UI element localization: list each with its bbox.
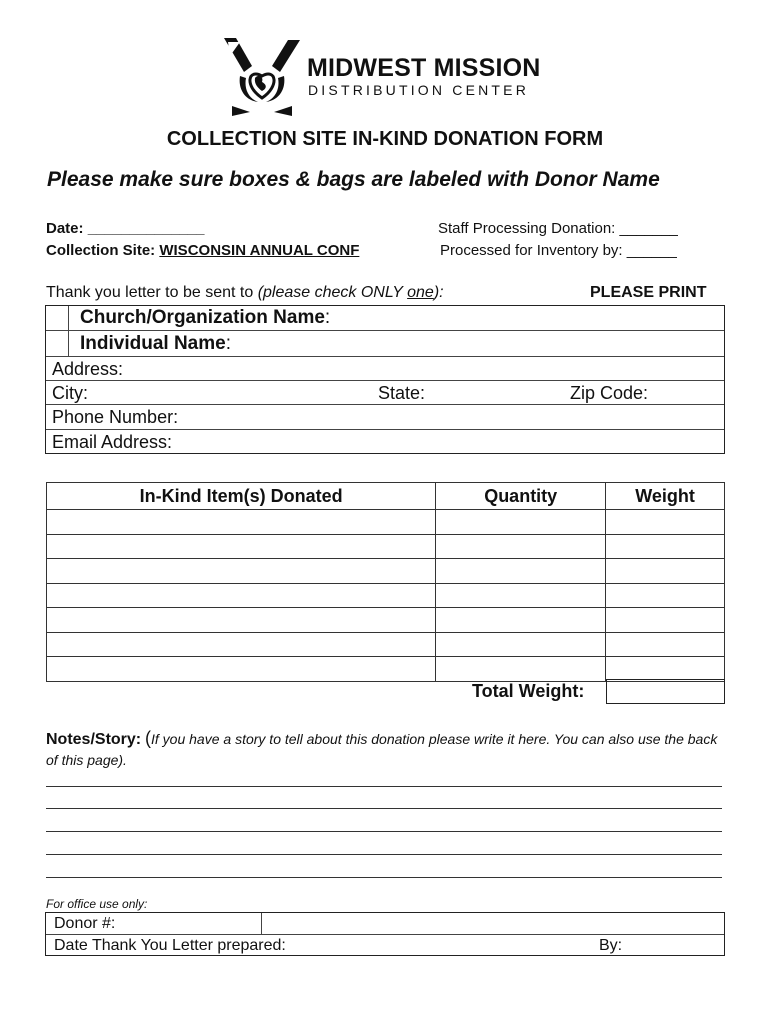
thank-you-lead: Thank you letter to be sent to <box>46 284 254 301</box>
thank-you-paren-open: (please check ONLY <box>257 284 408 301</box>
thank-you-instruction <box>46 284 444 302</box>
quantity-cell[interactable] <box>436 559 606 584</box>
item-cell[interactable] <box>47 534 436 559</box>
item-cell[interactable] <box>47 559 436 584</box>
address-label: Address: <box>52 359 124 379</box>
collection-site-value: WISCONSIN ANNUAL CONF <box>159 242 360 259</box>
table-row <box>47 559 725 584</box>
notes-lead: Notes/Story: <box>46 731 142 748</box>
individual-row[interactable] <box>46 331 724 357</box>
please-print-note: PLEASE PRINT <box>590 284 707 301</box>
quantity-cell[interactable] <box>436 510 606 535</box>
logo <box>222 36 552 118</box>
weight-cell[interactable] <box>606 559 725 584</box>
thank-you-one: one <box>407 284 434 301</box>
notes-instructions <box>46 728 726 770</box>
individual-colon: : <box>225 333 231 354</box>
total-weight-field[interactable] <box>606 679 725 704</box>
date-label: Date: <box>46 220 84 237</box>
items-header-weight: Weight <box>606 483 725 510</box>
weight-cell[interactable] <box>606 583 725 608</box>
table-row <box>47 510 725 535</box>
quantity-cell[interactable] <box>436 608 606 633</box>
table-row <box>47 534 725 559</box>
table-row <box>47 657 725 682</box>
table-row <box>47 608 725 633</box>
form-subtitle: Please make sure boxes & bags are labeled with Donor Name <box>47 168 660 191</box>
notes-paren: ( <box>145 728 152 748</box>
church-colon: : <box>324 307 331 328</box>
form-title: COLLECTION SITE IN-KIND DONATION FORM <box>166 128 604 150</box>
notes-line[interactable] <box>46 877 722 878</box>
letter-date-label: Date Thank You Letter prepared: <box>54 937 286 954</box>
church-row[interactable] <box>46 306 724 331</box>
weight-cell[interactable] <box>606 657 725 682</box>
weight-cell[interactable] <box>606 608 725 633</box>
donor-number-row[interactable] <box>46 913 724 935</box>
item-cell[interactable] <box>47 608 436 633</box>
notes-text: If you have a story to tell about this donation please write it here. You can also use the back of this page). <box>46 731 718 768</box>
quantity-cell[interactable] <box>436 583 606 608</box>
office-use-box <box>45 912 725 956</box>
weight-cell[interactable] <box>606 534 725 559</box>
table-row <box>47 583 725 608</box>
checkbox-divider <box>68 306 69 357</box>
collection-site-label: Collection Site: <box>46 242 156 259</box>
city-row[interactable] <box>46 381 724 405</box>
notes-line[interactable] <box>46 854 722 855</box>
donor-number-label: Donor #: <box>54 915 116 932</box>
notes-line[interactable] <box>46 808 722 809</box>
table-row <box>47 632 725 657</box>
quantity-cell[interactable] <box>436 632 606 657</box>
items-header-quantity: Quantity <box>436 483 606 510</box>
zip-label: Zip Code: <box>570 383 649 403</box>
item-cell[interactable] <box>47 583 436 608</box>
items-header-item: In-Kind Item(s) Donated <box>47 483 436 510</box>
donor-divider <box>261 913 262 935</box>
email-label: Email Address: <box>52 432 173 452</box>
date-field[interactable] <box>46 220 204 237</box>
total-weight-label: Total Weight: <box>472 681 585 701</box>
email-row[interactable] <box>46 429 724 454</box>
phone-label: Phone Number: <box>52 407 179 427</box>
church-label: Church/Organization Name <box>80 307 325 328</box>
collection-site-field <box>46 242 359 259</box>
letter-date-row[interactable] <box>46 935 724 957</box>
notes-line[interactable] <box>46 786 722 787</box>
logo-subtitle: DISTRIBUTION CENTER <box>308 82 530 98</box>
weight-cell[interactable] <box>606 510 725 535</box>
quantity-cell[interactable] <box>436 657 606 682</box>
staff-processing-field[interactable]: Staff Processing Donation: _______ <box>438 220 678 237</box>
by-label: By: <box>599 937 623 954</box>
item-cell[interactable] <box>47 510 436 535</box>
items-header-row <box>47 483 725 510</box>
item-cell[interactable] <box>47 632 436 657</box>
inventory-processor-field[interactable]: Processed for Inventory by: ______ <box>440 242 677 259</box>
quantity-cell[interactable] <box>436 534 606 559</box>
hands-holding-globe-heart-icon <box>222 36 302 118</box>
notes-line[interactable] <box>46 831 722 832</box>
individual-label: Individual Name <box>80 333 226 354</box>
contact-box <box>45 305 725 454</box>
weight-cell[interactable] <box>606 632 725 657</box>
state-label: State: <box>378 383 426 403</box>
thank-you-paren-close: ): <box>433 284 444 301</box>
logo-name: MIDWEST MISSION <box>307 54 541 82</box>
office-use-label: For office use only: <box>46 897 148 911</box>
items-table <box>46 482 725 682</box>
city-label: City: <box>52 383 88 403</box>
phone-row[interactable] <box>46 405 724 429</box>
date-blank: ______________ <box>87 220 205 237</box>
item-cell[interactable] <box>47 657 436 682</box>
address-row[interactable] <box>46 357 724 381</box>
